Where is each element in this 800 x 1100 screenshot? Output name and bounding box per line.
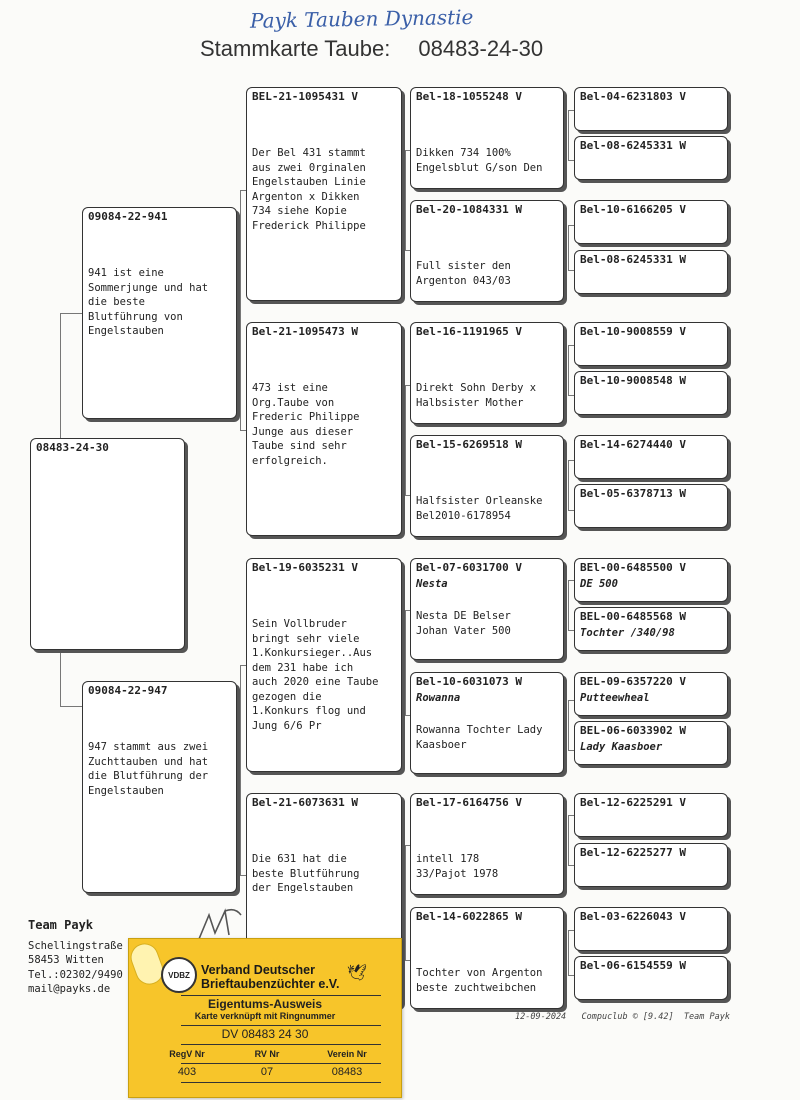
card-title: Eigentums-Ausweis — [207, 997, 323, 1011]
ancestor-box — [574, 371, 728, 415]
connector-line — [568, 460, 569, 510]
connector-line — [405, 845, 406, 960]
team-street: Schellingstraße — [28, 939, 123, 952]
ring-number: BEL-09-6357220 V — [580, 675, 686, 688]
dam-box — [82, 681, 237, 893]
great-grandparent-box — [410, 558, 564, 660]
pigeon-note: 947 stammt aus zwei Zuchttauben und hat die Blutführung der Engelstauben — [88, 741, 209, 797]
connector-line — [60, 706, 82, 707]
great-grandparent-box — [410, 672, 564, 774]
sire-box — [82, 207, 237, 419]
great-grandparent-box — [410, 907, 564, 1009]
ring-number: BEL-06-6033902 W — [580, 724, 686, 737]
connector-line — [568, 580, 569, 630]
org-name-line2: Brieftaubenzüchter e.V. — [201, 977, 340, 991]
grandparent-box — [246, 87, 402, 301]
ring-number: Bel-06-6154559 W — [580, 959, 686, 972]
pigeon-name: Tochter /340/98 — [580, 627, 675, 639]
pigeon-note: Der Bel 431 stammt aus zwei 0rginalen Engelstauben Linie Argenton x Dikken 734 siehe Kopie Frederick Philippe — [252, 147, 366, 232]
ancestor-box — [574, 907, 728, 951]
ring-number: Bel-07-6031700 V — [416, 561, 522, 574]
card-divider — [181, 1025, 381, 1026]
team-city: 58453 Witten — [28, 954, 104, 966]
ancestor-box — [574, 250, 728, 294]
ancestor-box — [574, 484, 728, 528]
pigeon-name: Putteewheal — [580, 692, 650, 704]
connector-line — [568, 700, 569, 750]
pigeon-note: 941 ist eine Sommerjunge und hat die beste Blutführung von Engelstauben — [88, 267, 209, 337]
great-grandparent-box — [410, 322, 564, 424]
breeder-address — [28, 918, 123, 997]
title-ring-number: 08483-24-30 — [418, 36, 544, 61]
ancestor-box — [574, 672, 728, 716]
ring-number: 08483-24-30 — [36, 441, 109, 454]
card-divider — [181, 995, 381, 996]
pigeon-note: intell 178 33/Pajot 1978 — [416, 853, 499, 880]
pigeon-note: Nesta DE Belser Johan Vater 500 — [416, 610, 511, 637]
connector-line — [568, 815, 569, 865]
ring-number: Bel-14-6274440 V — [580, 438, 686, 451]
verein-value: 08483 — [331, 1066, 363, 1078]
ring-number: 09084-22-947 — [88, 684, 168, 697]
ring-number: Bel-21-6073631 W — [252, 796, 358, 809]
connector-line — [405, 150, 406, 250]
connector-line — [405, 610, 406, 715]
ownership-card — [128, 938, 402, 1098]
ring-number: BEL-00-6485568 W — [580, 610, 686, 623]
ring-number: Bel-12-6225291 V — [580, 796, 686, 809]
pigeon-note: Tochter von Argenton beste zuchtweibchen — [416, 967, 543, 994]
ring-number: Bel-16-1191965 V — [416, 325, 522, 338]
ring-number: BEl-00-6485500 V — [580, 561, 686, 574]
card-subtitle: Karte verknüpft mit Ringnummer — [194, 1011, 336, 1021]
pigeon-name: Lady Kaasboer — [580, 741, 663, 753]
ancestor-box — [574, 136, 728, 180]
ring-number: BEL-21-1095431 V — [252, 90, 358, 103]
team-name: Team Payk — [28, 918, 94, 932]
ancestor-box — [574, 435, 728, 479]
pigeon-name: DE 500 — [580, 578, 618, 590]
verein-label: Verein Nr — [327, 1049, 367, 1059]
association-logo: VDBZ — [161, 957, 197, 993]
ring-number: Bel-14-6022865 W — [416, 910, 522, 923]
org-name-line1: Verband Deutscher — [201, 963, 315, 977]
ring-number: Bel-10-6166205 V — [580, 203, 686, 216]
ring-number: Bel-05-6378713 W — [580, 487, 686, 500]
print-footer: 12-09-2024 Compuclub © [9.42] Team Payk — [515, 1012, 730, 1022]
pigeon-note: Direkt Sohn Derby x Halbsister Mother — [416, 382, 537, 409]
ring-number: Bel-10-9008559 V — [580, 325, 686, 338]
connector-line — [405, 385, 406, 495]
connector-line — [240, 665, 241, 875]
pigeon-note: Die 631 hat die beste Blutführung der Engelstauben — [252, 853, 360, 894]
grandparent-box — [246, 558, 402, 772]
ring-number: Bel-10-9008548 W — [580, 374, 686, 387]
pigeon-note: Halfsister Orleanske Bel2010-6178954 — [416, 495, 543, 522]
great-grandparent-box — [410, 435, 564, 537]
connector-line — [60, 313, 82, 314]
connector-line — [568, 345, 569, 395]
main-pigeon-box — [30, 438, 185, 650]
card-divider — [181, 1063, 381, 1064]
connector-line — [568, 225, 569, 270]
ring-number: 09084-22-941 — [88, 210, 168, 223]
card-ring-number: DV 08483 24 30 — [221, 1027, 309, 1041]
great-grandparent-box — [410, 200, 564, 302]
ancestor-box — [574, 87, 728, 131]
page-title — [200, 36, 543, 62]
pigeon-note: Sein Vollbruder bringt sehr viele 1.Konkursieger..Aus dem 231 habe ich auch 2020 eine Taube gezogen die 1.Konkurs flog und Jung 6/6 Pr — [252, 618, 379, 732]
ancestor-box — [574, 956, 728, 1000]
ancestor-box — [574, 793, 728, 837]
ancestor-box — [574, 607, 728, 651]
ring-number: Bel-18-1055248 V — [416, 90, 522, 103]
ring-number: Bel-17-6164756 V — [416, 796, 522, 809]
ring-number: Bel-12-6225277 W — [580, 846, 686, 859]
rv-value: 07 — [260, 1066, 274, 1078]
ring-number: Bel-03-6226043 V — [580, 910, 686, 923]
pigeon-note: Rowanna Tochter Lady Kaasboer — [416, 724, 543, 751]
great-grandparent-box — [410, 793, 564, 895]
connector-line — [568, 110, 569, 160]
ring-number: Bel-10-6031073 W — [416, 675, 522, 688]
ring-number: Bel-19-6035231 V — [252, 561, 358, 574]
great-grandparent-box — [410, 87, 564, 189]
pigeon-note: Dikken 734 100% Engelsblut G/son Den — [416, 147, 543, 174]
pigeon-note: Full sister den Argenton 043/03 — [416, 260, 511, 287]
connector-line — [240, 190, 241, 430]
pigeon-note: 473 ist eine Org.Taube von Frederic Philippe Junge aus dieser Taube sind sehr erfolgreich. — [252, 382, 360, 467]
ancestor-box — [574, 200, 728, 244]
pigeon-name: Rowanna — [416, 692, 461, 704]
ancestor-box — [574, 558, 728, 602]
ring-number: Bel-08-6245331 W — [580, 253, 686, 266]
pigeon-icon: 🕊 — [347, 965, 368, 982]
grandparent-box — [246, 322, 402, 536]
ring-number: Bel-20-1084331 W — [416, 203, 522, 216]
handwritten-note: Payk Tauben Dynastie — [249, 4, 474, 33]
rv-label: RV Nr — [254, 1049, 280, 1059]
title-label: Stammkarte Taube: — [200, 36, 391, 61]
pigeon-name: Nesta — [416, 578, 448, 590]
regv-value: 403 — [177, 1066, 197, 1078]
ring-number: Bel-08-6245331 W — [580, 139, 686, 152]
ring-number: Bel-21-1095473 W — [252, 325, 358, 338]
card-divider — [181, 1044, 381, 1045]
ring-number: Bel-15-6269518 W — [416, 438, 522, 451]
ancestor-box — [574, 843, 728, 887]
card-divider — [181, 1082, 381, 1083]
connector-line — [568, 930, 569, 975]
regv-label: RegV Nr — [169, 1049, 205, 1059]
ancestor-box — [574, 721, 728, 765]
ancestor-box — [574, 322, 728, 366]
team-email: mail@payks.de — [28, 983, 111, 995]
ring-number: Bel-04-6231803 V — [580, 90, 686, 103]
team-phone: Tel.:02302/9490 — [28, 968, 123, 981]
